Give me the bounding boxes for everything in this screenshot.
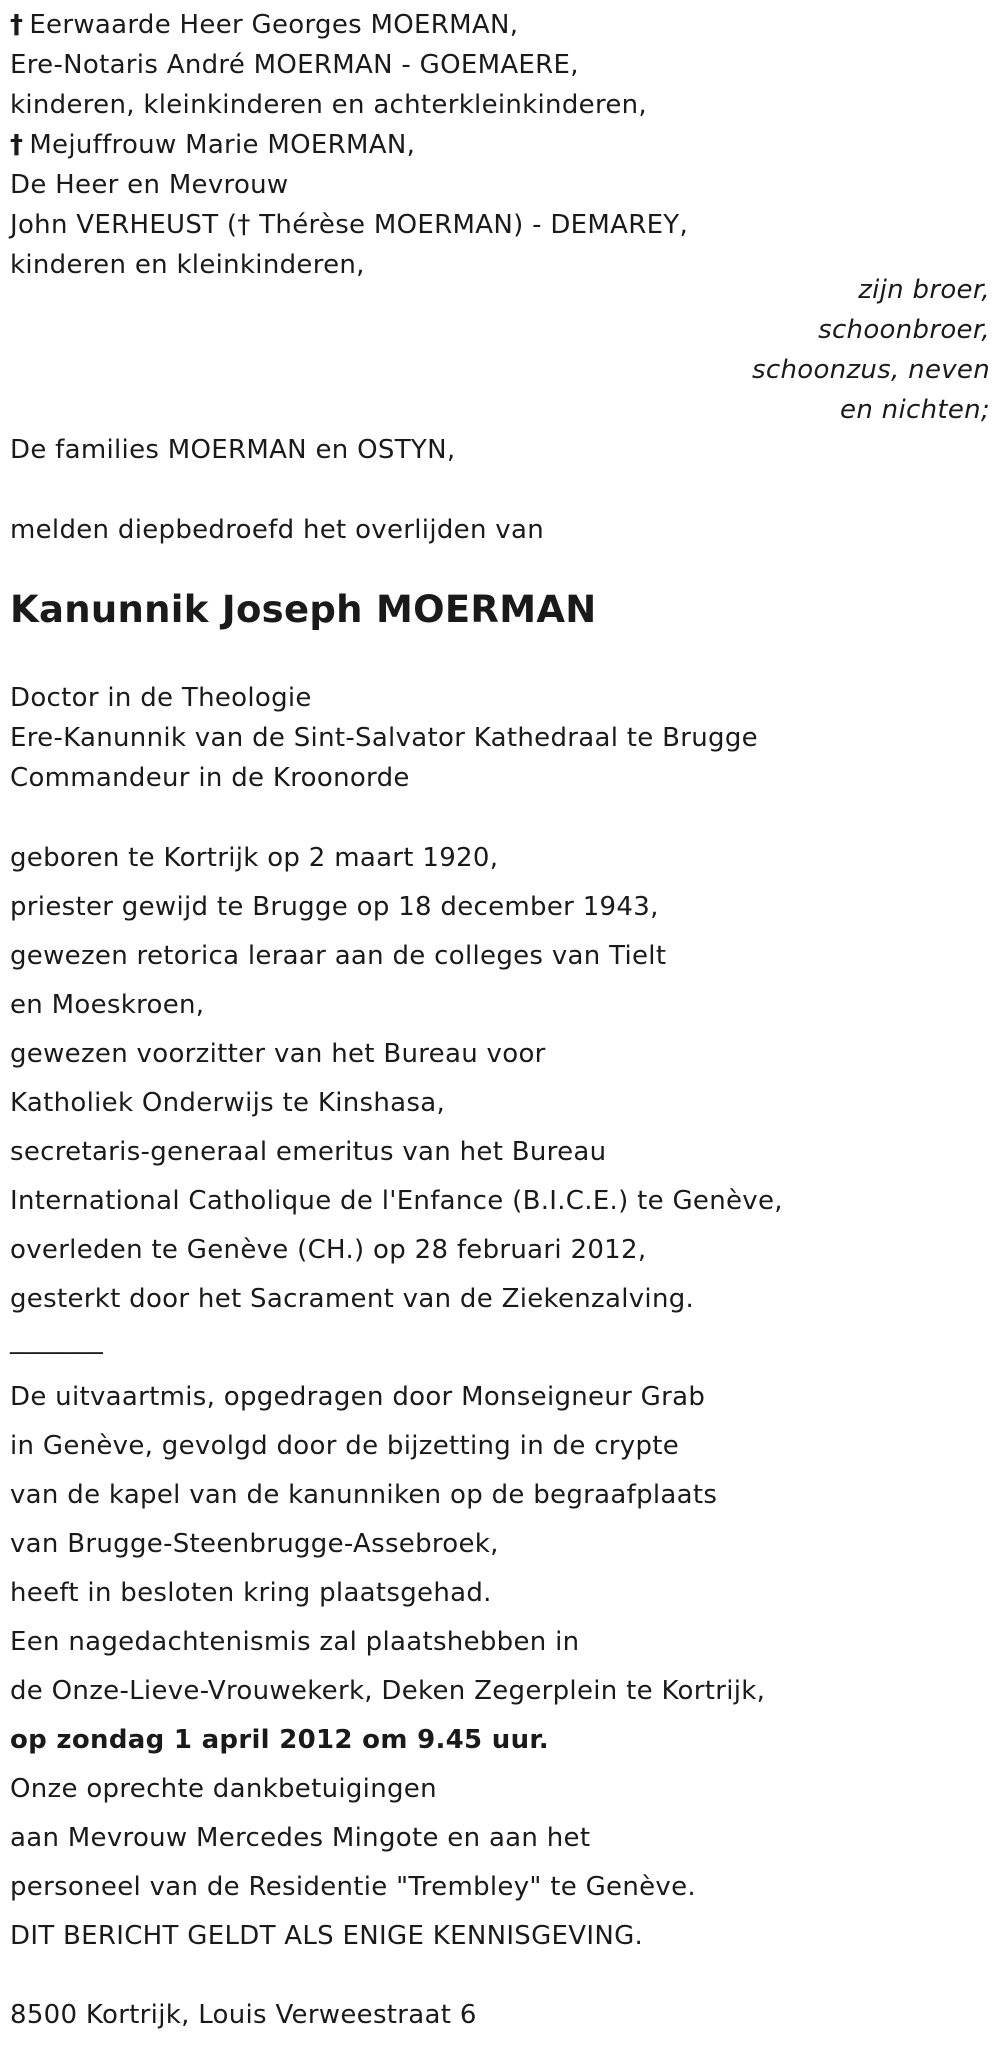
- family-line-text: Mejuffrouw Marie MOERMAN,: [29, 130, 416, 160]
- funeral-line-2: in Genève, gevolgd door de bijzetting in de crypte: [10, 1431, 680, 1461]
- memorial-date: op zondag 1 april 2012 om 9.45 uur.: [10, 1725, 549, 1755]
- family-line-5: De Heer en Mevrouw: [10, 170, 289, 200]
- announcement-line: melden diepbedroefd het overlijden van: [10, 515, 544, 545]
- cross-icon: †: [10, 130, 24, 160]
- deceased-name: Kanunnik Joseph MOERMAN: [10, 588, 597, 631]
- funeral-line-7: de Onze-Lieve-Vrouwekerk, Deken Zegerplein te Kortrijk,: [10, 1676, 766, 1706]
- funeral-line-3: van de kapel van de kanunniken op de begraafplaats: [10, 1480, 718, 1510]
- funeral-line-6: Een nagedachtenismis zal plaatshebben in: [10, 1627, 580, 1657]
- thanks-line-2: aan Mevrouw Mercedes Mingote en aan het: [10, 1823, 591, 1853]
- bio-line-10: gesterkt door het Sacrament van de Ziekenzalving.: [10, 1284, 695, 1314]
- bio-line-1: geboren te Kortrijk op 2 maart 1920,: [10, 843, 499, 873]
- title-line-2: Ere-Kanunnik van de Sint-Salvator Kathedraal te Brugge: [10, 723, 758, 753]
- funeral-line-1: De uitvaartmis, opgedragen door Monseigneur Grab: [10, 1382, 706, 1412]
- family-line-text: Eerwaarde Heer Georges MOERMAN,: [29, 10, 519, 40]
- funeral-line-5: heeft in besloten kring plaatsgehad.: [10, 1578, 492, 1608]
- cross-icon: †: [10, 10, 24, 40]
- address-line: 8500 Kortrijk, Louis Verweestraat 6: [10, 2000, 477, 2030]
- title-line-1: Doctor in de Theologie: [10, 683, 312, 713]
- family-line-2: Ere-Notaris André MOERMAN - GOEMAERE,: [10, 50, 579, 80]
- bio-line-9: overleden te Genève (CH.) op 28 februari 2012,: [10, 1235, 647, 1265]
- bio-line-3: gewezen retorica leraar aan de colleges van Tielt: [10, 941, 667, 971]
- thanks-line-1: Onze oprechte dankbetuigingen: [10, 1774, 437, 1804]
- relation-line-3: schoonzus, neven: [752, 355, 990, 385]
- separator-line: _______: [10, 1325, 104, 1355]
- families-line: De families MOERMAN en OSTYN,: [10, 435, 456, 465]
- family-line-1: [10, 5, 518, 45]
- relation-line-2: schoonbroer,: [818, 315, 990, 345]
- relation-line-4: en nichten;: [840, 395, 990, 425]
- thanks-line-3: personeel van de Residentie "Trembley" te Genève.: [10, 1872, 696, 1902]
- relation-line-1: zijn broer,: [858, 275, 990, 305]
- title-line-3: Commandeur in de Kroonorde: [10, 763, 410, 793]
- bio-line-8: International Catholique de l'Enfance (B.I.C.E.) te Genève,: [10, 1186, 783, 1216]
- bio-line-2: priester gewijd te Brugge op 18 december 1943,: [10, 892, 659, 922]
- bio-line-5: gewezen voorzitter van het Bureau voor: [10, 1039, 546, 1069]
- notice-line: DIT BERICHT GELDT ALS ENIGE KENNISGEVING.: [10, 1921, 644, 1951]
- bio-line-4: en Moeskroen,: [10, 990, 205, 1020]
- family-line-4: [10, 125, 415, 165]
- family-line-3: kinderen, kleinkinderen en achterkleinkinderen,: [10, 90, 647, 120]
- bio-line-7: secretaris-generaal emeritus van het Bureau: [10, 1137, 607, 1167]
- bio-line-6: Katholiek Onderwijs te Kinshasa,: [10, 1088, 446, 1118]
- family-line-6: John VERHEUST († Thérèse MOERMAN) - DEMAREY,: [10, 210, 689, 240]
- family-line-7: kinderen en kleinkinderen,: [10, 250, 365, 280]
- funeral-line-4: van Brugge-Steenbrugge-Assebroek,: [10, 1529, 499, 1559]
